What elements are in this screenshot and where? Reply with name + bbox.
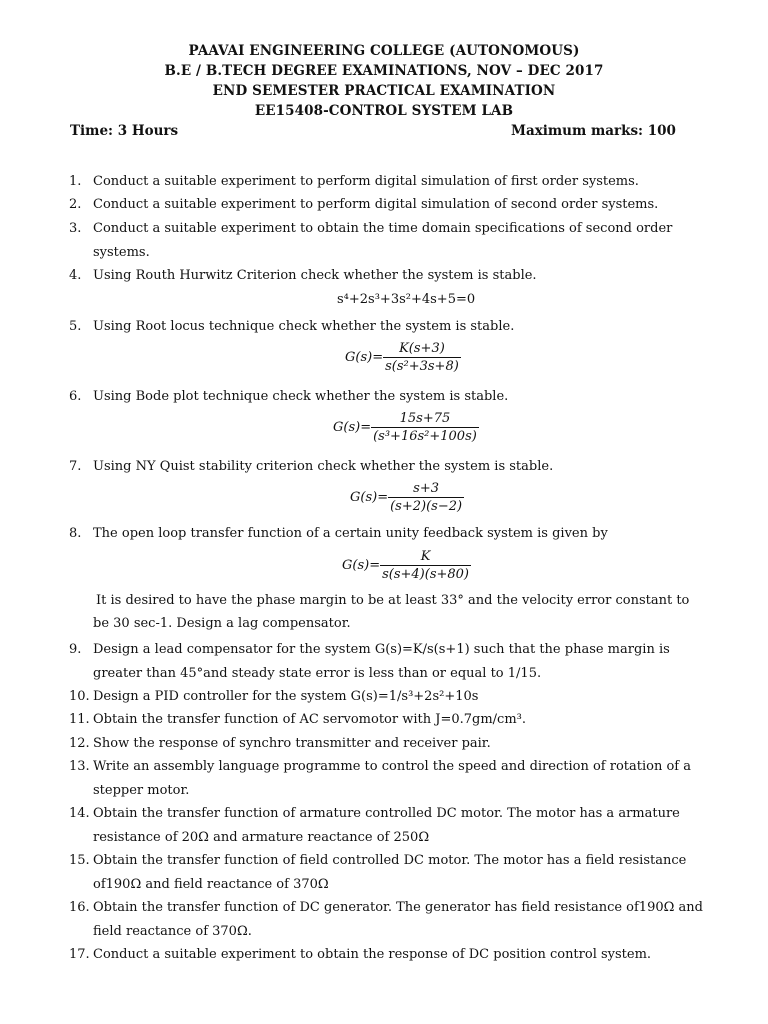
question-text: Design a lead compensator for the system G(s)=K/s(s+1) such that the phase margin is greater than 45°and steady state error is less than or equal to 1/15. bbox=[93, 642, 670, 681]
equation-numerator: s+3 bbox=[388, 480, 464, 498]
equation-denominator: s(s+4)(s+80) bbox=[382, 567, 469, 582]
course-title: EE15408-CONTROL SYSTEM LAB bbox=[254, 103, 514, 119]
question-number: 4. bbox=[69, 268, 82, 283]
question-text: Conduct a suitable experiment to perform digital simulation of first order systems. bbox=[93, 174, 639, 189]
equation-numerator: K bbox=[380, 548, 471, 566]
question-text: The open loop transfer function of a certain unity feedback system is given by bbox=[93, 526, 608, 541]
question-number: 2. bbox=[69, 197, 82, 212]
question-number: 7. bbox=[69, 459, 82, 474]
question-number: 5. bbox=[69, 319, 82, 334]
transfer-function-equation bbox=[333, 410, 479, 445]
question-number: 6. bbox=[69, 389, 82, 404]
question-number: 9. bbox=[69, 642, 82, 657]
equation-numerator: K(s+3) bbox=[383, 340, 461, 358]
question-text: Obtain the transfer function of field controlled DC motor. The motor has a field resistance of190Ω and field reactance of 370Ω bbox=[93, 853, 687, 892]
question-number: 1. bbox=[69, 174, 82, 189]
question-number: 13. bbox=[69, 759, 90, 774]
question-text: Obtain the transfer function of AC servomotor with J=0.7gm/cm³. bbox=[93, 712, 526, 727]
equation-lhs: G(s)= bbox=[350, 490, 389, 505]
question-number: 16. bbox=[69, 900, 90, 915]
equation-denominator: (s³+16s²+100s) bbox=[373, 429, 477, 444]
exam-duration: Time: 3 Hours bbox=[70, 123, 179, 139]
question-text: Design a PID controller for the system G(s)=1/s³+2s²+10s bbox=[93, 689, 479, 704]
question-number: 10. bbox=[69, 689, 90, 704]
equation-lhs: G(s)= bbox=[345, 350, 384, 365]
question-number: 11. bbox=[69, 712, 90, 727]
question-note: be 30 sec-1. Design a lag compensator. bbox=[93, 616, 351, 631]
characteristic-equation: s⁴+2s³+3s²+4s+5=0 bbox=[337, 292, 476, 307]
question-number: 14. bbox=[69, 806, 90, 821]
college-name: PAAVAI ENGINEERING COLLEGE (AUTONOMOUS) bbox=[188, 43, 580, 59]
question-text: Write an assembly language programme to control the speed and direction of rotation of a stepper motor. bbox=[93, 759, 691, 798]
question-text: Conduct a suitable experiment to obtain the response of DC position control system. bbox=[93, 947, 652, 962]
question-number: 12. bbox=[69, 736, 90, 751]
question-text: Using Root locus technique check whether the system is stable. bbox=[93, 319, 515, 334]
exam-title: END SEMESTER PRACTICAL EXAMINATION bbox=[212, 83, 556, 99]
transfer-function-equation bbox=[345, 340, 461, 375]
question-text: Using NY Quist stability criterion check whether the system is stable. bbox=[93, 459, 554, 474]
equation-denominator: (s+2)(s−2) bbox=[390, 499, 463, 514]
question-text: Show the response of synchro transmitter and receiver pair. bbox=[93, 736, 491, 751]
question-text: Conduct a suitable experiment to obtain the time domain specifications of second order systems. bbox=[93, 221, 673, 260]
question-text: Obtain the transfer function of armature controlled DC motor. The motor has a armature resistance of 20Ω and armature reactance of 250Ω bbox=[93, 806, 680, 845]
maximum-marks: Maximum marks: 100 bbox=[511, 123, 676, 139]
equation-numerator: 15s+75 bbox=[371, 410, 479, 428]
equation-denominator: s(s²+3s+8) bbox=[385, 359, 459, 374]
question-note: It is desired to have the phase margin to be at least 33° and the velocity error constant to bbox=[96, 593, 690, 608]
question-number: 15. bbox=[69, 853, 90, 868]
question-number: 3. bbox=[69, 221, 82, 236]
degree-title: B.E / B.TECH DEGREE EXAMINATIONS, NOV – DEC 2017 bbox=[164, 63, 604, 79]
transfer-function-equation bbox=[350, 480, 464, 515]
transfer-function-equation bbox=[342, 548, 471, 583]
question-text: Using Bode plot technique check whether the system is stable. bbox=[93, 389, 509, 404]
question-text: Obtain the transfer function of DC generator. The generator has field resistance of190Ω and field reactance of 370Ω. bbox=[93, 900, 703, 939]
question-text: Using Routh Hurwitz Criterion check whether the system is stable. bbox=[93, 268, 537, 283]
question-number: 8. bbox=[69, 526, 82, 541]
question-number: 17. bbox=[69, 947, 90, 962]
question-text: Conduct a suitable experiment to perform digital simulation of second order systems. bbox=[93, 197, 659, 212]
equation-lhs: G(s)= bbox=[333, 420, 372, 435]
equation-lhs: G(s)= bbox=[342, 558, 381, 573]
